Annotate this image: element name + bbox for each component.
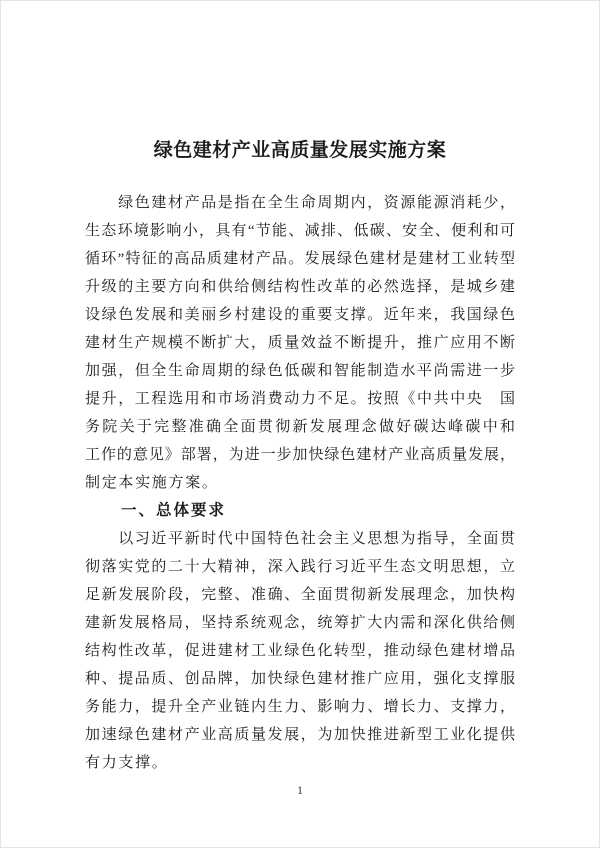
text-line: 提升，工程选用和市场消费动力不足。按照《中共中央 国	[85, 391, 515, 407]
paragraph-overall-requirements	[85, 525, 515, 777]
document-title: 绿色建材产业高质量发展实施方案	[153, 140, 447, 161]
text-line: 加速绿色建材产业高质量发展，为加快推进新型工业化提供	[85, 727, 515, 743]
page-number: 1	[297, 783, 303, 797]
text-line: 循环”特征的高品质建材产品。发展绿色建材是建材工业转型	[85, 251, 515, 267]
text-line: 制定本实施方案。	[85, 475, 219, 491]
text-line: 建材生产规模不断扩大，质量效益不断提升，推广应用不断	[85, 335, 515, 351]
text-line: 绿色建材产品是指在全生命周期内，资源能源消耗少，	[85, 195, 515, 211]
text-line: 建新发展格局，坚持系统观念，统筹扩大内需和深化供给侧	[85, 615, 515, 631]
text-line: 种、提品质、创品牌，加快绿色建材推广应用，强化支撑服	[85, 671, 515, 687]
document-body	[85, 189, 515, 777]
text-line: 设绿色发展和美丽乡村建设的重要支撑。近年来，我国绿色	[85, 307, 515, 323]
text-line: 彻落实党的二十大精神，深入践行习近平生态文明思想，立	[85, 559, 515, 575]
text-line: 生态环境影响小，具有“节能、减排、低碳、安全、便利和可	[85, 223, 515, 239]
text-line: 一、总体要求	[121, 502, 227, 519]
text-line: 以习近平新时代中国特色社会主义思想为指导，全面贯	[85, 531, 515, 547]
text-line: 结构性改革，促进建材工业绿色化转型，推动绿色建材增品	[85, 643, 515, 659]
text-line: 工作的意见》部署，为进一步加快绿色建材产业高质量发展，	[85, 447, 515, 463]
paragraph-intro	[85, 189, 515, 497]
text-line: 加强，但全生命周期的绿色低碳和智能制造水平尚需进一步	[85, 363, 515, 379]
text-line: 有力支撑。	[85, 755, 169, 771]
text-line: 升级的主要方向和供给侧结构性改革的必然选择，是城乡建	[85, 279, 515, 295]
text-line: 足新发展阶段，完整、准确、全面贯彻新发展理念，加快构	[85, 587, 515, 603]
section-heading-overall-requirements	[85, 497, 515, 525]
text-line: 务能力，提升全产业链内生力、影响力、增长力、支撑力，	[85, 699, 515, 715]
text-line: 务院关于完整准确全面贯彻新发展理念做好碳达峰碳中和	[85, 419, 515, 435]
